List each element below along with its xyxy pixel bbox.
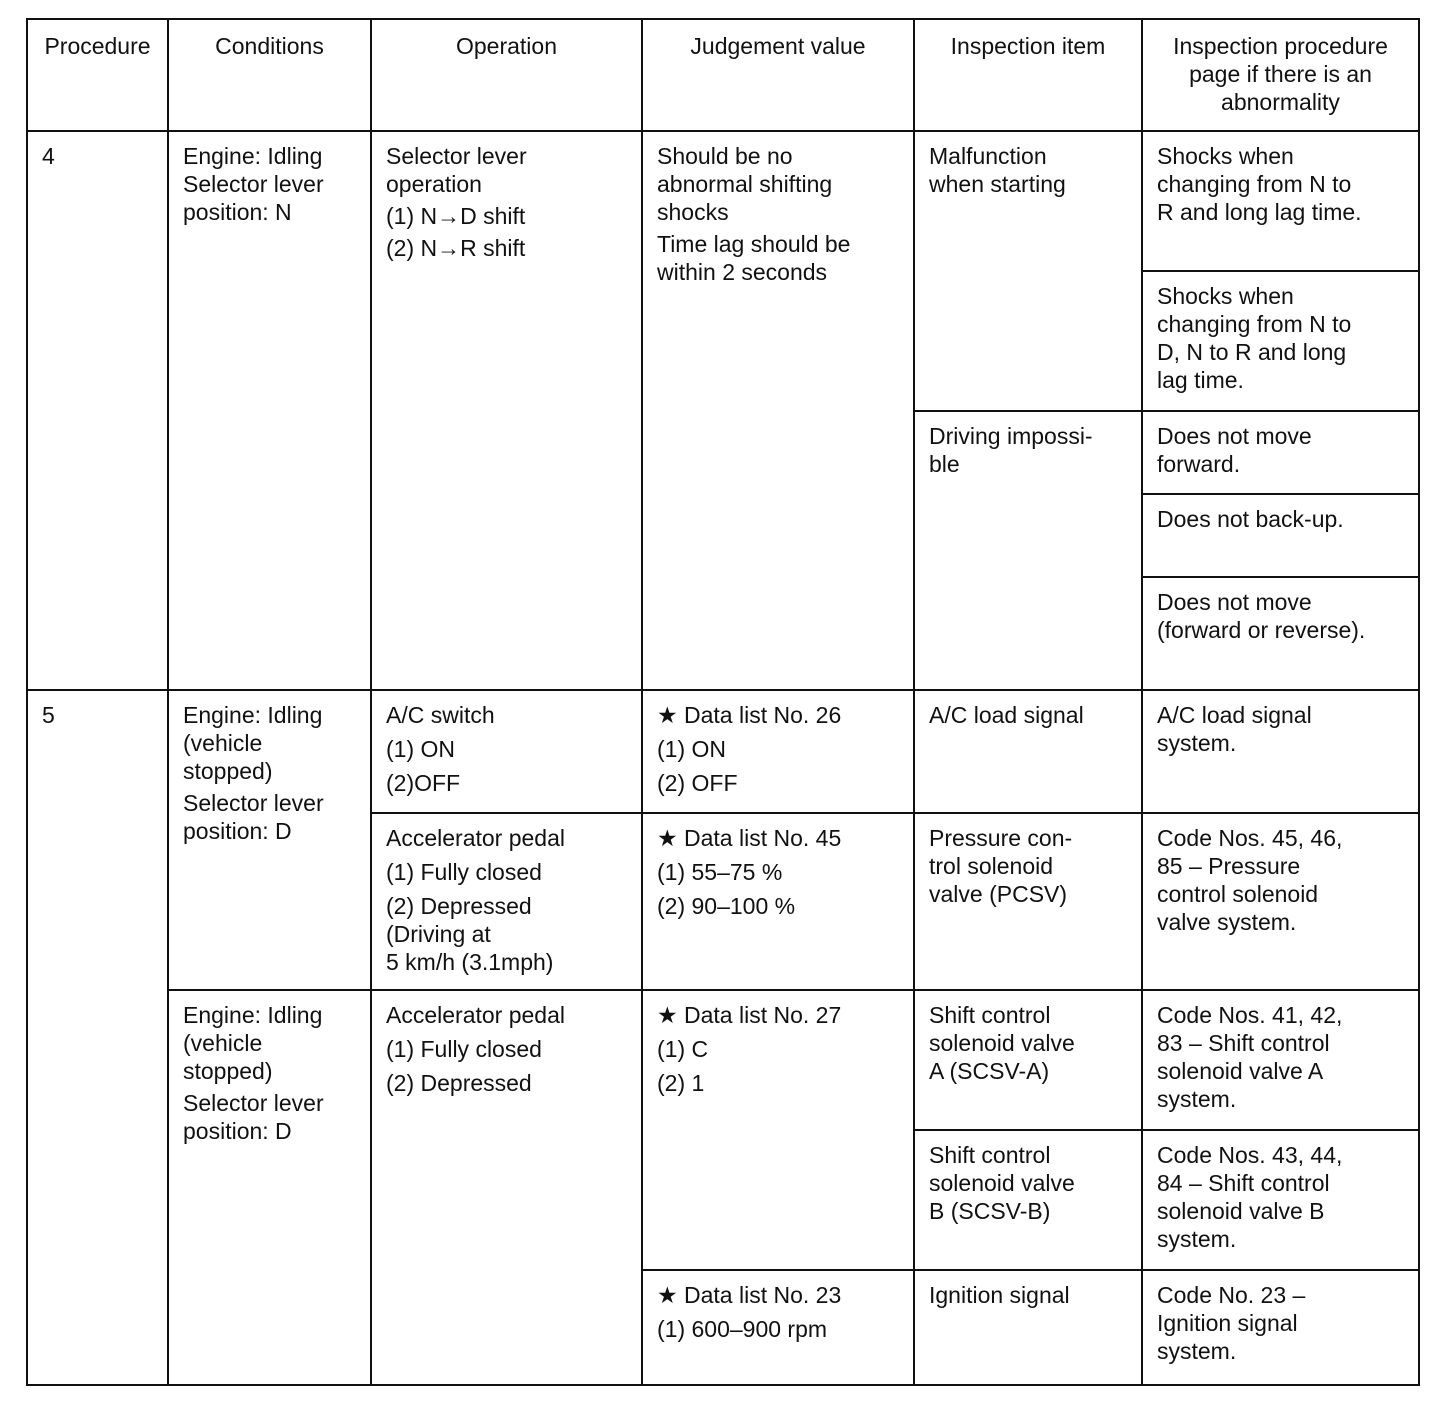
text-line: Does not move — [1157, 589, 1312, 615]
conditions-cell — [168, 690, 371, 990]
text-line: changing from N to — [1157, 171, 1352, 197]
text-line: (1) ON — [386, 736, 455, 762]
text-line: Engine: Idling — [183, 143, 323, 169]
header-text-line: page if there is an — [1189, 61, 1372, 87]
text-line: Engine: Idling — [183, 702, 323, 728]
text-line: Code Nos. 43, 44, — [1157, 1142, 1343, 1168]
text-line: Selector lever — [386, 143, 527, 169]
text-line: Code No. 23 – — [1157, 1282, 1306, 1308]
judgement-cell — [642, 690, 914, 813]
text-line: operation — [386, 171, 482, 197]
text-line: Malfunction — [929, 143, 1047, 169]
text-line: solenoid valve B — [1157, 1198, 1325, 1224]
text-line: Should be no — [657, 143, 793, 169]
text-line: A/C load signal — [929, 702, 1084, 728]
text-line: ★ Data list No. 26 — [657, 702, 842, 728]
operation-cell — [371, 690, 642, 813]
table-row — [27, 690, 1419, 813]
text-line: Accelerator pedal — [386, 825, 565, 851]
text-line: (2) Depressed — [386, 1070, 532, 1096]
judgement-cell — [642, 990, 914, 1270]
conditions-cell — [168, 131, 371, 690]
inspection-table — [26, 18, 1420, 1386]
text-line: position: D — [183, 818, 292, 844]
text-line: Accelerator pedal — [386, 1002, 565, 1028]
header-conditions: Conditions — [168, 19, 371, 131]
inspection-page-cell — [1142, 990, 1419, 1130]
text-line: (2) N→R shift — [386, 235, 526, 261]
text-line: control solenoid — [1157, 881, 1319, 907]
text-line: (2) 1 — [657, 1070, 705, 1096]
inspection-item-cell — [914, 1130, 1142, 1270]
text-line: valve system. — [1157, 909, 1297, 935]
text-line: Code Nos. 41, 42, — [1157, 1002, 1343, 1028]
text-line: system. — [1157, 1338, 1237, 1364]
inspection-page-cell — [1142, 271, 1419, 411]
text-line: forward. — [1157, 451, 1241, 477]
text-line: 84 – Shift control — [1157, 1170, 1330, 1196]
text-line: shocks — [657, 199, 729, 225]
conditions-cell — [168, 990, 371, 1385]
text-line: Shift control — [929, 1142, 1051, 1168]
text-line: stopped) — [183, 758, 273, 784]
header-row — [27, 19, 1419, 131]
text-line: ★ Data list No. 45 — [657, 825, 842, 851]
text-line: Does not back-up. — [1157, 506, 1344, 532]
text-line: valve (PCSV) — [929, 881, 1068, 907]
procedure-number: 5 — [27, 690, 168, 1385]
text-line: Engine: Idling — [183, 1002, 323, 1028]
inspection-page-cell — [1142, 494, 1419, 577]
text-line: (1) C — [657, 1036, 709, 1062]
inspection-page-cell — [1142, 1130, 1419, 1270]
text-line: solenoid valve — [929, 1170, 1075, 1196]
text-line: Does not move — [1157, 423, 1312, 449]
text-line: (1) ON — [657, 736, 726, 762]
inspection-page-cell — [1142, 131, 1419, 271]
text-line: when starting — [929, 171, 1066, 197]
text-line: (vehicle — [183, 730, 263, 756]
text-line: Pressure con- — [929, 825, 1073, 851]
text-line: Selector lever — [183, 790, 324, 816]
text-line: within 2 seconds — [657, 259, 828, 285]
inspection-page-cell — [1142, 690, 1419, 813]
text-line: Ignition signal — [929, 1282, 1070, 1308]
inspection-page-cell — [1142, 411, 1419, 494]
text-line: (2) Depressed — [386, 893, 532, 919]
text-line: position: N — [183, 199, 292, 225]
text-line: (1) Fully closed — [386, 859, 542, 885]
text-line: Selector lever — [183, 171, 324, 197]
inspection-page-cell — [1142, 577, 1419, 690]
text-line: system. — [1157, 1226, 1237, 1252]
text-line: Code Nos. 45, 46, — [1157, 825, 1343, 851]
inspection-item-cell — [914, 411, 1142, 690]
text-line: abnormal shifting — [657, 171, 833, 197]
inspection-page-cell — [1142, 813, 1419, 990]
judgement-cell — [642, 131, 914, 690]
judgement-cell — [642, 1270, 914, 1385]
operation-cell — [371, 813, 642, 990]
text-line: (1) 55–75 % — [657, 859, 783, 885]
inspection-item-cell — [914, 1270, 1142, 1385]
text-line: Selector lever — [183, 1090, 324, 1116]
text-line: (forward or reverse). — [1157, 617, 1366, 643]
inspection-item-cell — [914, 813, 1142, 990]
text-line: (vehicle — [183, 1030, 263, 1056]
text-line: A (SCSV-A) — [929, 1058, 1050, 1084]
text-line: B (SCSV-B) — [929, 1198, 1051, 1224]
inspection-item-cell — [914, 690, 1142, 813]
header-operation: Operation — [371, 19, 642, 131]
text-line: (2)OFF — [386, 770, 461, 796]
text-line: trol solenoid — [929, 853, 1054, 879]
text-line: ★ Data list No. 27 — [657, 1002, 842, 1028]
text-line: stopped) — [183, 1058, 273, 1084]
header-inspection-item: Inspection item — [914, 19, 1142, 131]
header-text-line: abnormality — [1221, 89, 1340, 115]
text-line: Shocks when — [1157, 143, 1294, 169]
judgement-cell — [642, 813, 914, 990]
header-procedure: Procedure — [27, 19, 168, 131]
text-line: system. — [1157, 1086, 1237, 1112]
text-line: Ignition signal — [1157, 1310, 1298, 1336]
text-line: system. — [1157, 730, 1237, 756]
text-line: Time lag should be — [657, 231, 851, 257]
text-line: lag time. — [1157, 367, 1244, 393]
table-row — [27, 131, 1419, 271]
table-row — [27, 990, 1419, 1130]
text-line: Shocks when — [1157, 283, 1294, 309]
text-line: ble — [929, 451, 960, 477]
text-line: (1) 600–900 rpm — [657, 1316, 828, 1342]
text-line: 83 – Shift control — [1157, 1030, 1330, 1056]
text-line: Shift control — [929, 1002, 1051, 1028]
text-line: (1) N→D shift — [386, 203, 526, 229]
text-line: position: D — [183, 1118, 292, 1144]
operation-cell — [371, 990, 642, 1385]
text-line: A/C load signal — [1157, 702, 1312, 728]
procedure-number: 4 — [27, 131, 168, 690]
header-text-line: Inspection procedure — [1173, 33, 1388, 59]
text-line: (1) Fully closed — [386, 1036, 542, 1062]
text-line: (2) 90–100 % — [657, 893, 796, 919]
text-line: D, N to R and long — [1157, 339, 1347, 365]
text-line: solenoid valve A — [1157, 1058, 1324, 1084]
text-line: solenoid valve — [929, 1030, 1075, 1056]
inspection-page-cell — [1142, 1270, 1419, 1385]
text-line: A/C switch — [386, 702, 495, 728]
text-line: ★ Data list No. 23 — [657, 1282, 842, 1308]
text-line: 85 – Pressure — [1157, 853, 1301, 879]
text-line: (2) OFF — [657, 770, 738, 796]
operation-cell — [371, 131, 642, 690]
text-line: changing from N to — [1157, 311, 1352, 337]
header-inspection-page — [1142, 19, 1419, 131]
text-line: R and long lag time. — [1157, 199, 1362, 225]
text-line: 5 km/h (3.1mph) — [386, 949, 554, 975]
header-judgement-value: Judgement value — [642, 19, 914, 131]
text-line: (Driving at — [386, 921, 491, 947]
inspection-item-cell — [914, 990, 1142, 1130]
inspection-item-cell — [914, 131, 1142, 411]
text-line: Driving impossi- — [929, 423, 1093, 449]
